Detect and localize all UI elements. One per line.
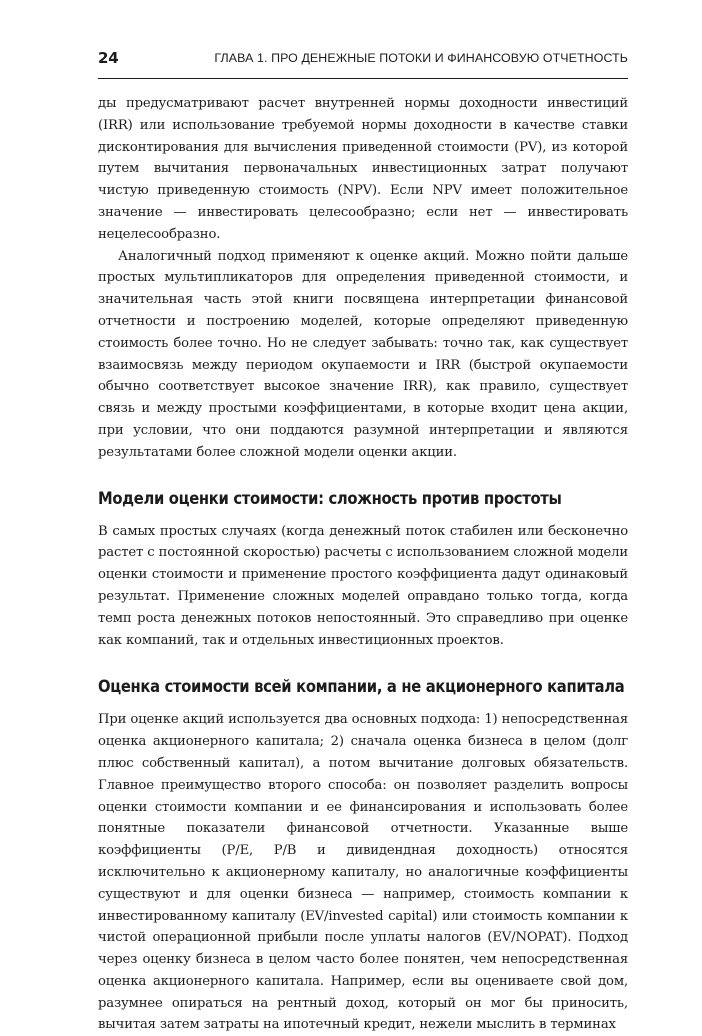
paragraph: В самых простых случаях (когда денежный поток стабилен или бесконечно растет с постоянной скоростью) расчеты с использованием сложной модели оценки стоимости и применение простого коэффициента дадут одинаковый результат. Применение сложных моделей оправдано только тогда, когда темп роста денежных потоков непостоянный. Это справедливо при оценке как компаний, так и отдельных инвестиционных проектов. [98,523,628,648]
section-heading: Модели оценки стоимости: сложность против простоты [98,488,562,508]
paragraph: Аналогичный подход применяют к оценке акций. Можно пойти дальше простых мультипликаторов для определения приведенной стоимости, и значительная часть этой книги посвящена интерпретации финансовой отчетности и построению моделей, которые определяют приведенную стоимость более точно. Но не следует забывать: точно так, как существует взаимосвязь между периодом окупаемости и IRR (быстрой окупаемости обычно соответствует высокое значение IRR), как правило, существует связь и между простыми коэффициентами, в которые входит цена акции, при условии, что они поддаются разумной интерпретации и являются результатами более сложной модели оценки акции. [98,248,628,460]
paragraph: При оценке акций используется два основных подхода: 1) непосредственная оценка акционерного капитала; 2) сначала оценка бизнеса в целом (долг плюс собственный капитал), а потом вычитание долговых обязательств. Главное преимущество второго способа: он позволяет разделить вопросы оценки стоимости компании и ее финансирования и использовать более понятные показатели финансовой отчетности. Указанные выше коэффициенты (P/E, P/B и дивидендная доходность) относятся исключительно к акционерному капиталу, но аналогичные коэффициенты существуют и для оценки бизнеса — например, стоимость компании к инвестированному капиталу (EV/invested capital) или стоимость компании к чистой операционной прибыли после уплаты налогов (EV/NOPAT). Подход через оценку бизнеса в целом часто более понятен, чем непосредственная оценка акционерного капитала. Например, если вы оцениваете свой дом, разумнее опираться на рентный доход, который он мог бы приносить, вычитая затем затраты на ипотечный кредит, нежели мыслить в терминах [98,712,628,1033]
section-heading: Оценка стоимости всей компании, а не акционерного капитала [98,677,625,697]
running-title: ГЛАВА 1. ПРО ДЕНЕЖНЫЕ ПОТОКИ И ФИНАНСОВУЮ ОТЧЕТНОСТЬ [214,51,628,65]
page-number: 24 [98,49,119,67]
page-body [98,93,628,1036]
running-header [98,48,628,79]
paragraph: ды предусматривают расчет внутренней нормы доходности инвестиций (IRR) или использование требуемой нормы доходности в качестве ставки дисконтирования для вычисления приведенной стоимости (PV), из которой путем вычитания первоначальных инвестиционных затрат получают чистую приведенную стоимость (NPV). Если NPV имеет положительное значение — инвестировать целесообразно; если нет — инвестировать нецелесообразно. [98,96,628,242]
